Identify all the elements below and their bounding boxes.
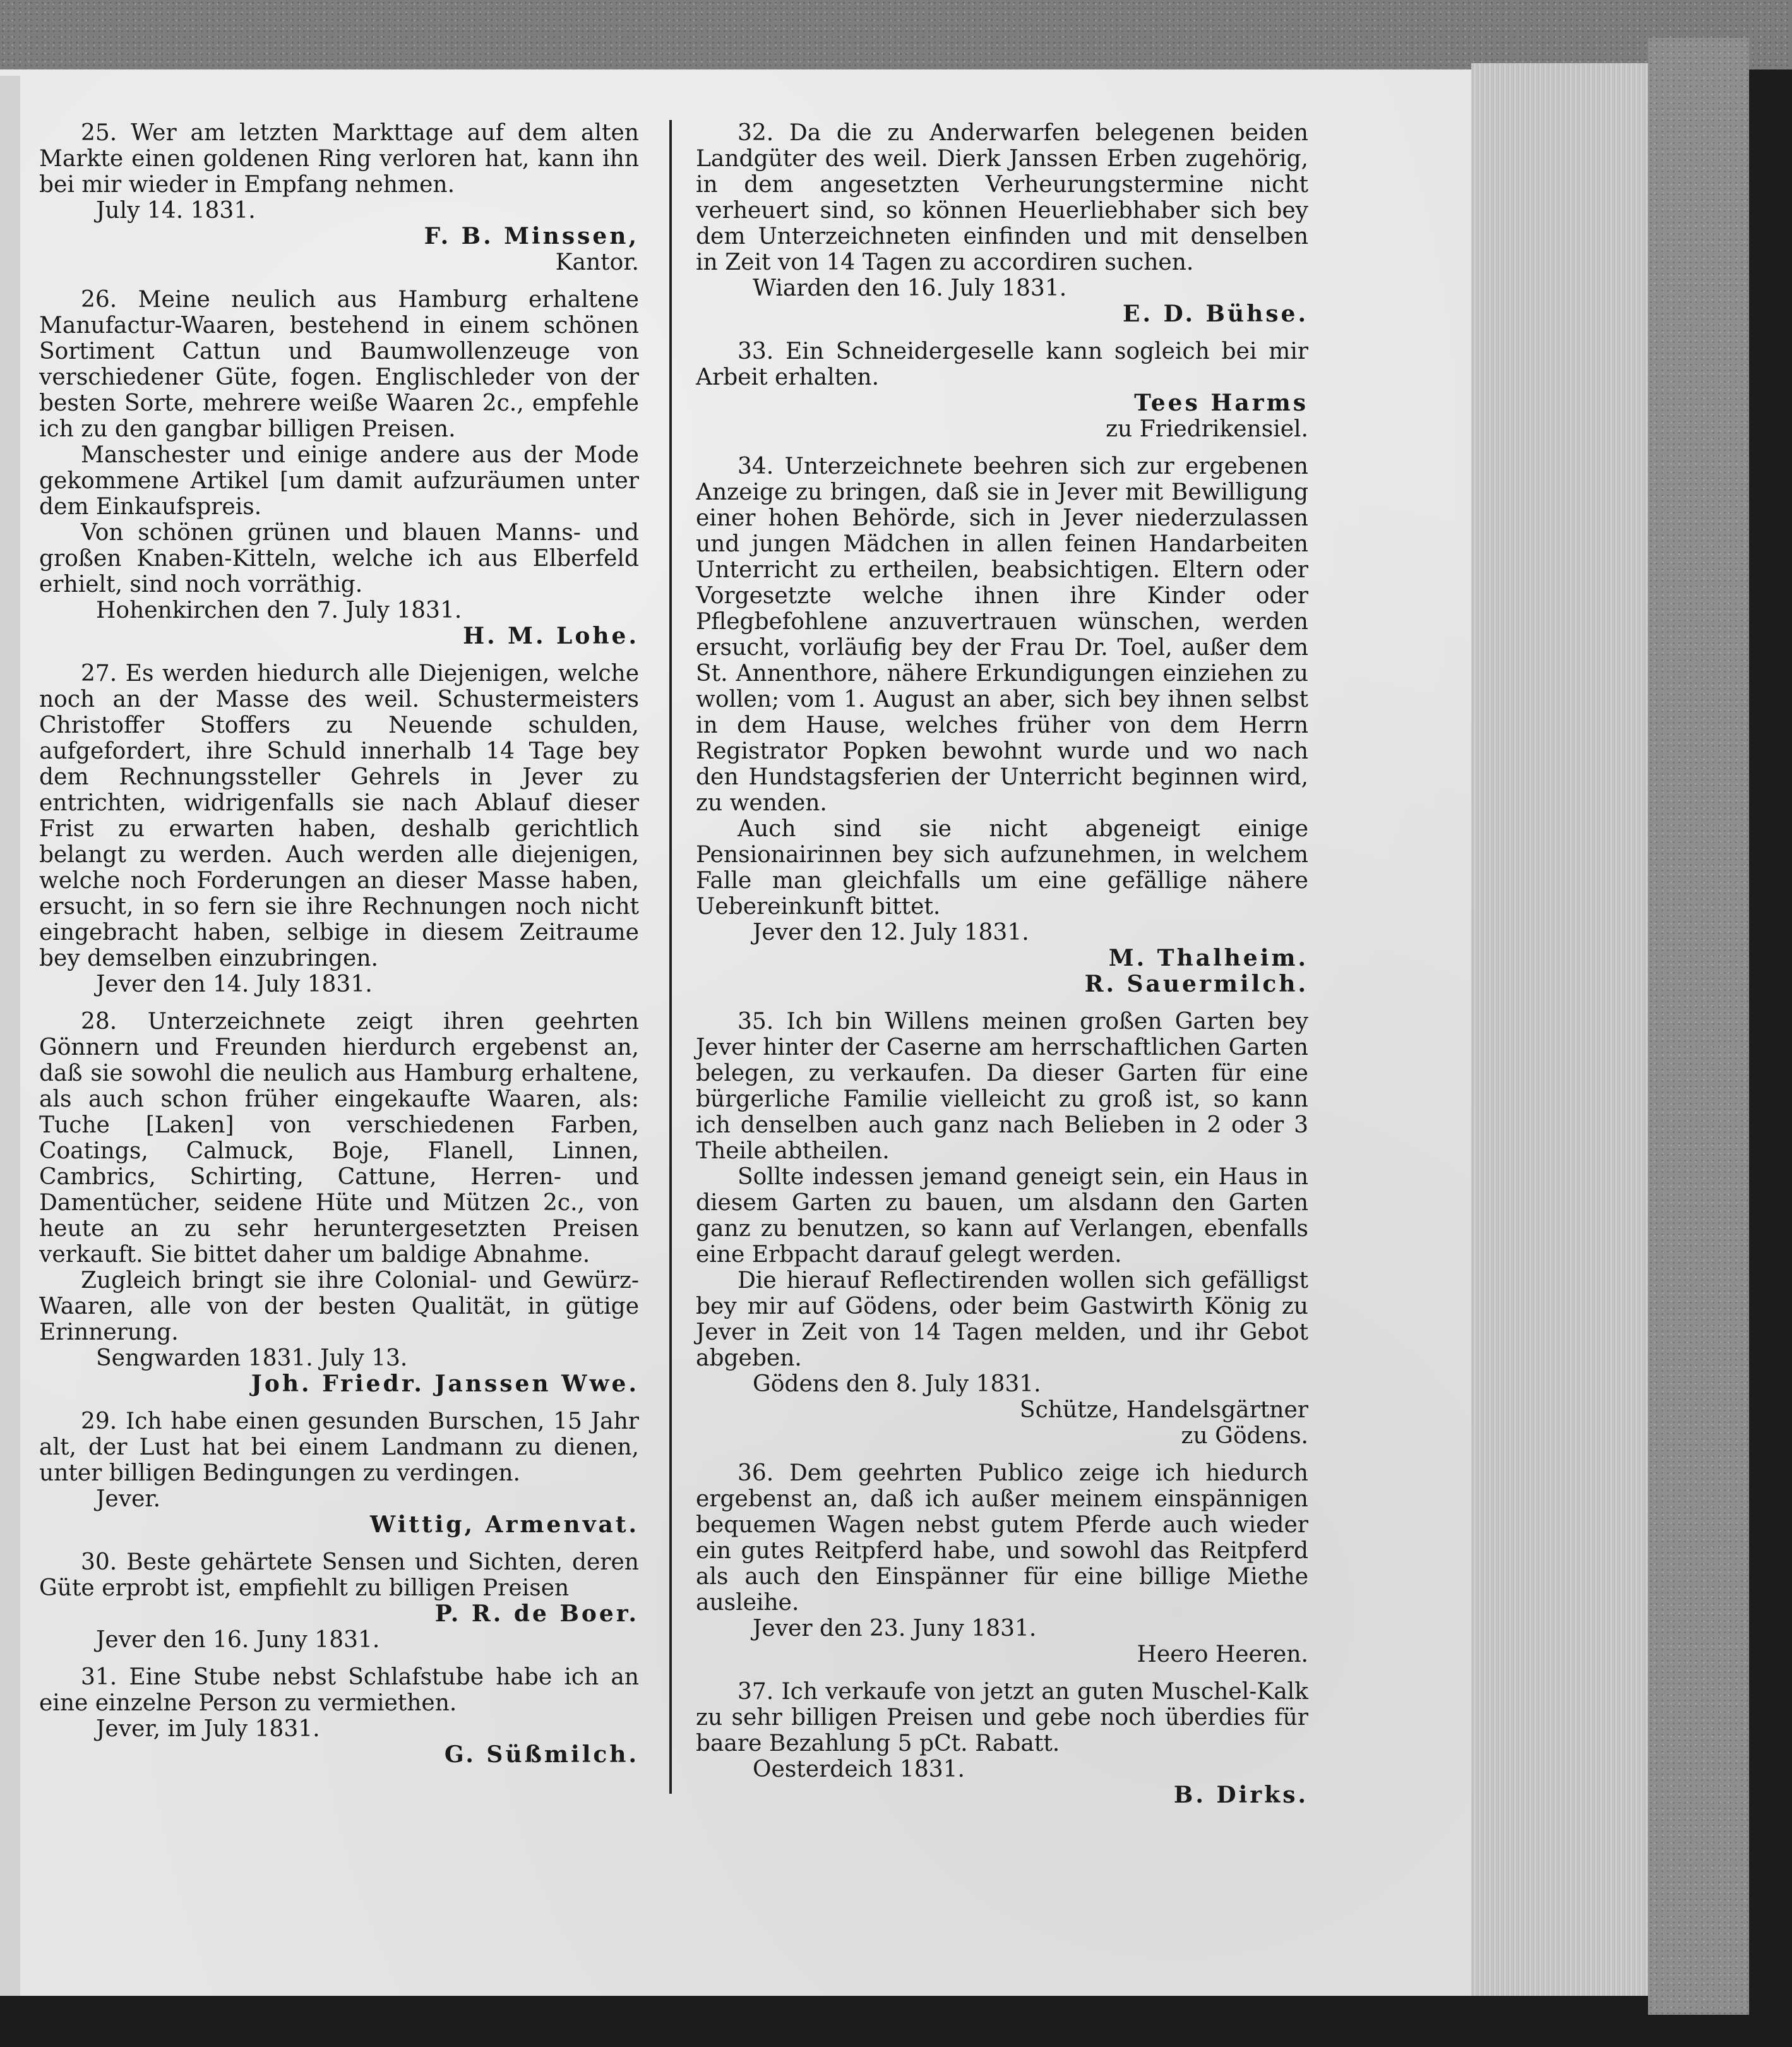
ad-place-date: Jever. [96,1486,161,1512]
left-column [39,120,639,1779]
ad-place-date: Wiarden den 16. July 1831. [753,275,1067,301]
ad-number: 35. [738,1009,774,1035]
ad-signature-title: Kantor. [555,249,639,275]
ad-signature: F. B. Minssen, [424,223,639,249]
ad-text: Dem geehrten Publico zeige ich hiedurch ergebenst an, daß ich außer meinem einspännigen bequemen Wagen nebst gutem Pferde auch wieder ein gutes Reitpferd habe, und sowohl das Reitpferd als auch den Einspänner für eine billige Miethe ausleihe. [696,1460,1308,1616]
ad-place-date: Jever den 12. July 1831. [753,920,1029,945]
advertisement-25 [39,120,639,275]
ad-number: 28. [81,1009,117,1035]
advertisement-29 [39,1408,639,1538]
ad-place-date: Jever den 23. Juny 1831. [753,1616,1037,1642]
ad-text-3: Die hierauf Reflectirenden wollen sich gefälligst bey mir auf Gödens, oder beim Gastwirth König zu Jever in Zeit von 14 Tagen melden, und ihr Gebot abgeben. [696,1268,1308,1371]
advertisement-31 [39,1664,639,1768]
ad-place-date: Gödens den 8. July 1831. [753,1371,1041,1397]
ad-text-2: Zugleich bringt sie ihre Colonial- und Gewürz-Waaren, alle von der besten Qualität, in gütige Erinnerung. [39,1268,639,1345]
ad-signature: G. Süßmilch. [444,1741,639,1768]
ad-text-2: Auch sind sie nicht abgeneigt einige Pensionairinnen bey sich aufzunehmen, in welchem Falle man gleichfalls um eine gefällige nähere Uebereinkunft bittet. [696,816,1308,920]
ad-signature: Heero Heeren. [1137,1642,1308,1667]
advertisement-28 [39,1009,639,1397]
ad-place-date: Jever den 14. July 1831. [96,971,373,997]
ad-signature: Joh. Friedr. Janssen Wwe. [251,1371,639,1397]
book-cover-edge [1648,38,1749,2015]
advertisement-36 [696,1460,1308,1667]
ad-signature: P. R. de Boer. [434,1600,639,1627]
ad-signature-2: R. Sauermilch. [1084,971,1308,997]
ad-text-3: Von schönen grünen und blauen Manns- und großen Knaben-Kitteln, welche ich aus Elberfeld erhielt, sind noch vorräthig. [39,520,639,597]
ad-number: 25. [81,120,117,146]
page-edge-stack [1471,63,1648,1996]
ad-number: 31. [81,1664,117,1690]
ad-text: Ich bin Willens meinen großen Garten bey Jever hinter der Caserne am herrschaftlichen Garten belegen, zu verkaufen. Da dieser Garten für eine bürgerliche Familie vielleicht zu groß ist, so kann ich denselben auch ganz nach Belieben in 2 oder 3 Theile abtheilen. [696,1009,1308,1164]
ad-number: 34. [738,453,774,479]
ad-text: Ich verkaufe von jetzt an guten Muschel-Kalk zu sehr billigen Preisen und gebe noch überdies für baare Bezahlung 5 pCt. Rabatt. [696,1679,1308,1756]
advertisement-35 [696,1009,1308,1449]
ad-number: 37. [738,1679,774,1705]
ad-text: Da die zu Anderwarfen belegenen beiden Landgüter des weil. Dierk Janssen Erben zugehörig, in dem angesetzten Verheurungstermine nicht verheuert sind, so können Heuerliebhaber sich bey dem Unterzeichneten einfinden und mit denselben in Zeit von 14 Tagen zu accordiren suchen. [696,120,1308,275]
ad-place-date: Oesterdeich 1831. [753,1756,965,1782]
ad-number: 27. [81,661,117,687]
ad-signature: B. Dirks. [1173,1782,1308,1808]
ad-text: Ein Schneidergeselle kann sogleich bei mir Arbeit erhalten. [696,339,1308,390]
advertisement-33 [696,339,1308,442]
ad-number: 26. [81,287,117,313]
ad-signature: M. Thalheim. [1108,945,1308,971]
ad-number: 29. [81,1408,117,1434]
ad-text: Unterzeichnete beehren sich zur ergebenen Anzeige zu bringen, daß sie in Jever mit Bewilligung einer hohen Behörde, sich in Jever niederzulassen und jungen Mädchen in allen feinen Handarbeiten Unterricht zu ertheilen, beabsichtigen. Eltern oder Vorgesetzte welche ihnen ihre Kinder oder Pflegbefohlene anzuvertrauen wünschen, werden ersucht, vorläufig bey der Frau Dr. Toel, außer dem St. Annenthore, nähere Erkundigungen einziehen zu wollen; vom 1. August an aber, sich bey ihnen selbst in dem Hause, welches früher von dem Herrn Registrator Popken bewohnt wurde und wo nach den Hundstagsferien der Unterricht beginnen wird, zu wenden. [696,453,1308,816]
ad-place-date: Hohenkirchen den 7. July 1831. [96,597,462,623]
ad-signature: H. M. Lohe. [463,623,639,649]
ad-text: Eine Stube nebst Schlafstube habe ich an eine einzelne Person zu vermiethen. [39,1664,639,1716]
previous-page-margin [0,76,20,1996]
advertisement-32 [696,120,1308,327]
right-column [696,120,1308,1820]
ad-text: Meine neulich aus Hamburg erhaltene Manufactur-Waaren, bestehend in einem schönen Sortiment Cattun und Baumwollenzeuge von verschiedener Güte, fogen. Englischleder von der besten Sorte, mehrere weiße Waaren 2c., empfehle ich zu den gangbar billigen Preisen. [39,287,639,442]
ad-signature: Schütze, Handelsgärtner [1019,1397,1308,1423]
advertisement-26 [39,287,639,649]
column-divider [669,120,672,1794]
ad-signature: E. D. Bühse. [1123,301,1308,327]
advertisement-30 [39,1549,639,1653]
advertisement-34 [696,453,1308,997]
ad-text: Unterzeichnete zeigt ihren geehrten Gönnern und Freunden hierdurch ergebenst an, daß sie sowohl die neulich aus Hamburg erhaltene, als auch schon früher eingekaufte Waaren, als: Tuche [Laken] von verschiedenen Farben, Coatings, Calmuck, Boje, Flanell, Linnen, Cambrics, Schirting, Cattune, Herren- und Damentücher, seidene Hüte und Mützen 2c., von heute an zu sehr heruntergesetzten Preisen verkauft. Sie bittet daher um baldige Abnahme. [39,1009,639,1268]
book-cover-top [0,0,1792,69]
ad-text: Ich habe einen gesunden Burschen, 15 Jahr alt, der Lust hat bei einem Landmann zu dienen, unter billigen Bedingungen zu verdingen. [39,1408,639,1486]
ad-place-date: Jever, im July 1831. [96,1716,320,1742]
ad-number: 33. [738,339,774,364]
ad-place-date: Jever den 16. Juny 1831. [96,1627,380,1653]
ad-number: 32. [738,120,774,146]
ad-signature: Wittig, Armenvat. [369,1511,639,1538]
ad-number: 30. [81,1549,117,1575]
ad-signature-location: zu Friedrikensiel. [1106,416,1308,442]
ad-signature: Tees Harms [1134,390,1308,416]
ad-signature-location: zu Gödens. [1181,1423,1308,1449]
advertisement-37 [696,1679,1308,1808]
ad-text: Es werden hiedurch alle Diejenigen, welche noch an der Masse des weil. Schustermeisters Christoffer Stoffers zu Neuende schulden, aufgefordert, ihre Schuld innerhalb 14 Tage bey dem Rechnungssteller Gehrels in Jever zu entrichten, widrigenfalls sie nach Ablauf dieser Frist zu erwarten haben, deshalb gerichtlich belangt zu werden. Auch werden alle diejenigen, welche noch Forderungen an dieser Masse haben, ersucht, in so fern sie ihre Rechnungen noch nicht eingebracht haben, selbige in diesem Zeitraume bey demselben einzubringen. [39,661,639,971]
ad-text: Wer am letzten Markttage auf dem alten Markte einen goldenen Ring verloren hat, kann ihn bei mir wieder in Empfang nehmen. [39,120,639,198]
ad-place-date: Sengwarden 1831. July 13. [96,1345,408,1371]
ad-text-2: Manschester und einige andere aus der Mode gekommene Artikel [um damit aufzuräumen unter dem Einkaufspreis. [39,442,639,520]
ad-place-date: July 14. 1831. [96,198,256,224]
advertisement-27 [39,661,639,997]
ad-text: Beste gehärtete Sensen und Sichten, deren Güte erprobt ist, empfiehlt zu billigen Preisen [39,1549,639,1601]
ad-number: 36. [738,1460,774,1486]
ad-text-2: Sollte indessen jemand geneigt sein, ein Haus in diesem Garten zu bauen, um alsdann den Garten ganz zu benutzen, so kann auf Verlangen, ebenfalls eine Erbpacht darauf gelegt werden. [696,1164,1308,1268]
